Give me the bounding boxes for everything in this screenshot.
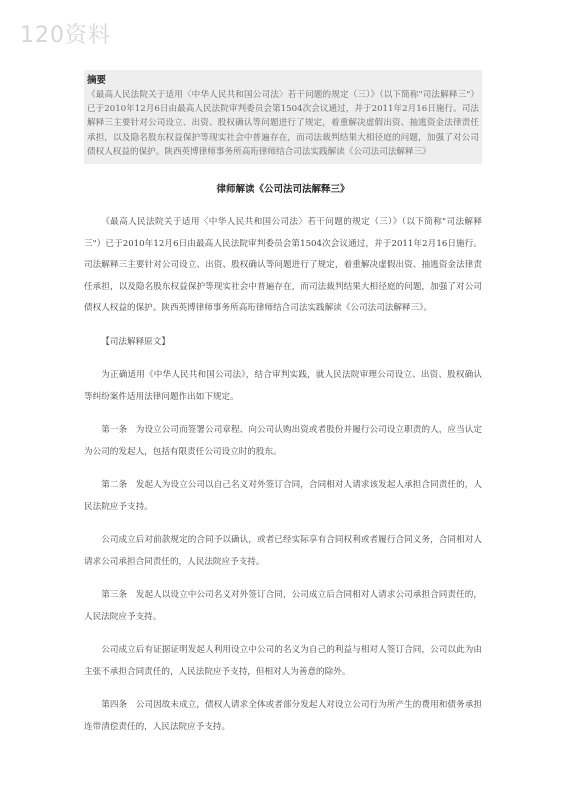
article-4: 第四条 公司因故未成立，债权人请求全体或者部分发起人对设立公司行为所产生的费用和债务承担连带清偿责任的，人民法院应予支持。 [84,700,482,732]
article-3: 第三条 发起人以设立中公司名义对外签订合同，公司成立后合同相对人请求公司承担合同责任的，人民法院应予支持。 [84,590,482,622]
article-2: 第二条 发起人为设立公司以自己名义对外签订合同，合同相对人请求该发起人承担合同责任的，人民法院应予支持。 [84,480,482,512]
abstract-heading: 摘要 [87,75,107,86]
article-2-clause-2: 公司成立后对前款规定的合同予以确认，或者已经实际享有合同权利或者履行合同义务，合同相对人请求公司承担合同责任的，人民法院应予支持。 [84,535,482,567]
watermark-logo: 120资料 [20,23,111,48]
paragraph-intro: 《最高人民法院关于适用〈中华人民共和国公司法〉若干问题的规定（三）》（以下简称"司法解释三"）已于2010年12月6日由最高人民法院审判委员会第1504次会议通过，并于2011年2月16日施行。司法解释三主要针对公司设立、出资、股权确认等问题进行了规定，着重解决虚假出资、抽逃资金法律责任承担，以及隐名股东权益保护等现实社会中普遍存在，而司法裁判结果大相径庭的问题，加强了对公司债权人权益的保护。陕西英博律师事务所高珩律师结合司法实践解读《公司法司法解释三》。 [84,217,482,313]
paragraph-preamble: 为正确适用《中华人民共和国公司法》，结合审判实践，就人民法院审理公司设立、出资、股权确认等纠纷案件适用法律问题作出如下规定。 [84,370,482,402]
page-title: 律师解读《公司法司法解释三》 [216,184,350,195]
article-body [84,212,482,750]
article-3-clause-2: 公司成立后有证据证明发起人利用设立中公司的名义为自己的利益与相对人签订合同，公司以此为由主张不承担合同责任的，人民法院应予支持，但相对人为善意的除外。 [84,645,482,677]
abstract-box [84,70,482,164]
article-1: 第一条 为设立公司而签署公司章程、向公司认购出资或者股份并履行公司设立职责的人，应当认定为公司的发起人，包括有限责任公司设立时的股东。 [84,425,482,457]
abstract-text: 《最高人民法院关于适用〈中华人民共和国公司法〉若干问题的规定（三）》（以下简称"司法解释三"）已于2010年12月6日由最高人民法院审判委员会第1504次会议通过，并于2011年2月16日施行。司法解释三主要针对公司设立、出资、股权确认等问题进行了规定，着重解决虚假出资、抽逃资金法律责任承担，以及隐名股东权益保护等现实社会中普遍存在，而司法裁判结果大相径庭的问题，加强了对公司债权人权益的保护。陕西英博律师事务所高珩律师结合司法实践解读《公司法司法解释三》 [87,90,479,157]
section-heading: 【司法解释原文】 [101,336,170,347]
